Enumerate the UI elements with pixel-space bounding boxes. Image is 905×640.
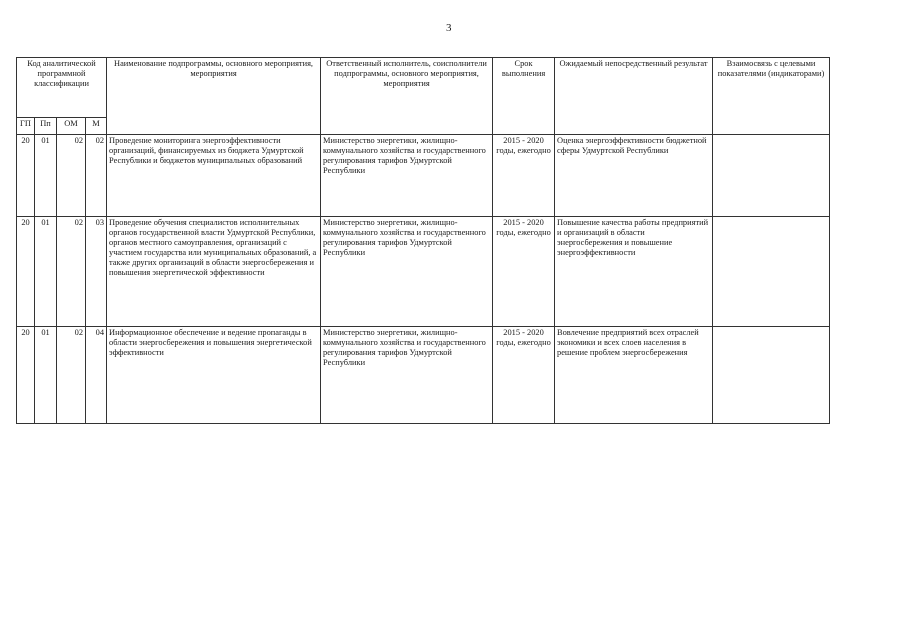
- header-term: Срок выполнения: [493, 58, 555, 135]
- header-code-group: Код аналитической программной классификации: [17, 58, 107, 118]
- header-m: М: [86, 118, 107, 135]
- cell-term: 2015 - 2020 годы, ежегодно: [493, 135, 555, 217]
- cell-executor: Министерство энергетики, жилищно-коммунального хозяйства и государственного регулирования тарифов Удмуртской Республики: [321, 217, 493, 327]
- header-name: Наименование подпрограммы, основного мероприятия, мероприятия: [107, 58, 321, 135]
- cell-term: 2015 - 2020 годы, ежегодно: [493, 327, 555, 424]
- cell-om: 02: [57, 327, 86, 424]
- cell-executor: Министерство энергетики, жилищно-коммунального хозяйства и государственного регулирования тарифов Удмуртской Республики: [321, 135, 493, 217]
- cell-m: 02: [86, 135, 107, 217]
- cell-name: Информационное обеспечение и ведение пропаганды в области энергосбережения и повышения энергетической эффективности: [107, 327, 321, 424]
- table-row: [17, 135, 830, 217]
- header-pp: Пп: [35, 118, 57, 135]
- cell-result: Повышение качества работы предприятий и организаций в области энергосбережения и повышение энергоэффективности: [555, 217, 713, 327]
- cell-gp: 20: [17, 217, 35, 327]
- cell-gp: 20: [17, 327, 35, 424]
- cell-name: Проведение обучения специалистов исполнительных органов государственной власти Удмуртской Республики, органов местного самоуправления, организаций с участием государства или муниципальных образований, а также других организаций в области энергосбережения и повышения энергетической эффективности: [107, 217, 321, 327]
- page-number: 3: [446, 22, 452, 34]
- cell-m: 04: [86, 327, 107, 424]
- cell-link: [713, 327, 830, 424]
- cell-pp: 01: [35, 327, 57, 424]
- cell-result: Вовлечение предприятий всех отраслей экономики и всех слоев населения в решение проблем энергосбережения: [555, 327, 713, 424]
- header-gp: ГП: [17, 118, 35, 135]
- cell-om: 02: [57, 217, 86, 327]
- cell-link: [713, 135, 830, 217]
- table-row: [17, 217, 830, 327]
- cell-om: 02: [57, 135, 86, 217]
- program-activities-table: [16, 57, 830, 424]
- cell-pp: 01: [35, 135, 57, 217]
- cell-gp: 20: [17, 135, 35, 217]
- cell-term: 2015 - 2020 годы, ежегодно: [493, 217, 555, 327]
- cell-result: Оценка энергоэффективности бюджетной сферы Удмуртской Республики: [555, 135, 713, 217]
- cell-name: Проведение мониторинга энергоэффективности организаций, финансируемых из бюджета Удмуртской Республики и бюджетов муниципальных образований: [107, 135, 321, 217]
- table-row: [17, 327, 830, 424]
- header-executor: Ответственный исполнитель, соисполнители подпрограммы, основного мероприятия, мероприятия: [321, 58, 493, 135]
- header-result: Ожидаемый непосредственный результат: [555, 58, 713, 135]
- header-link: Взаимосвязь с целевыми показателями (индикаторами): [713, 58, 830, 135]
- header-row: [17, 58, 830, 118]
- cell-link: [713, 217, 830, 327]
- header-om: ОМ: [57, 118, 86, 135]
- cell-pp: 01: [35, 217, 57, 327]
- cell-executor: Министерство энергетики, жилищно-коммунального хозяйства и государственного регулирования тарифов Удмуртской Республики: [321, 327, 493, 424]
- cell-m: 03: [86, 217, 107, 327]
